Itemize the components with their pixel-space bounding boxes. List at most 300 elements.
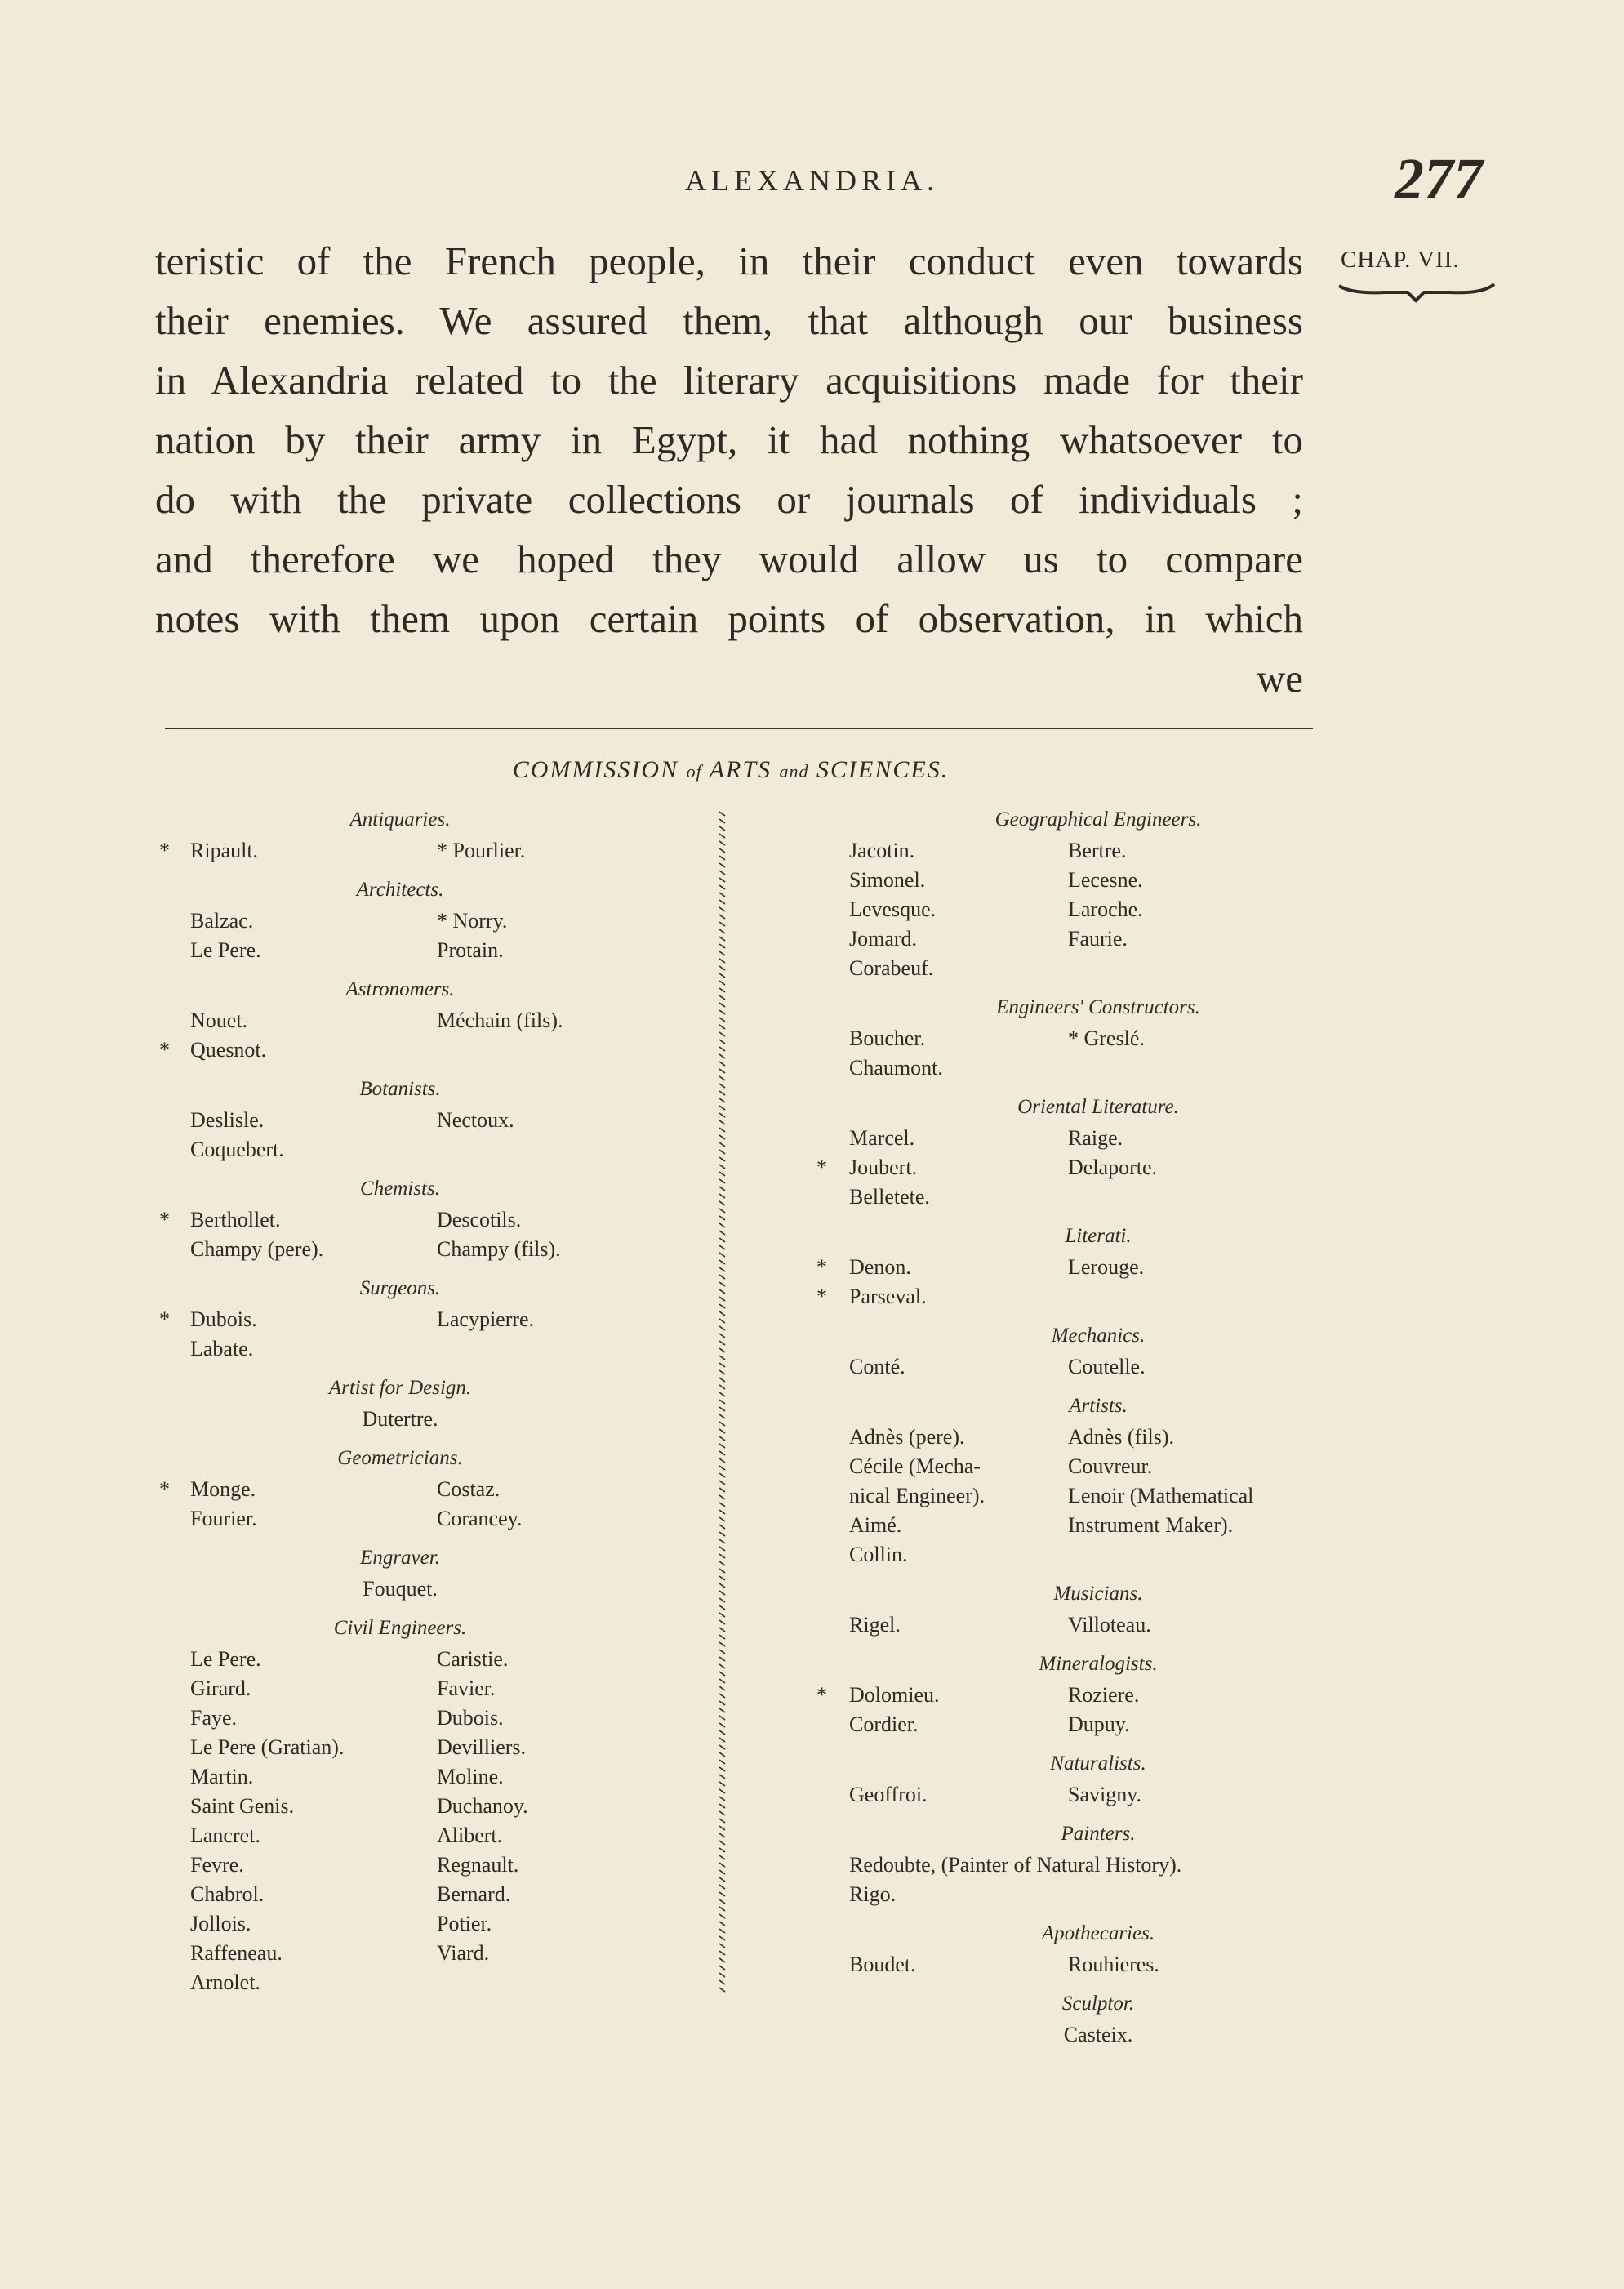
member-row xyxy=(159,1821,641,1850)
member-name: Boudet. xyxy=(849,1953,916,1976)
member-name: Raffeneau. xyxy=(190,1941,283,1965)
divider-tick xyxy=(719,856,725,860)
member-row xyxy=(816,1681,1380,1710)
divider-tick xyxy=(719,1392,725,1396)
member-name: Denon. xyxy=(849,1255,911,1279)
divider-tick xyxy=(719,1238,725,1242)
divider-tick xyxy=(719,1032,725,1036)
divider-tick xyxy=(719,848,725,853)
divider-tick xyxy=(719,1334,725,1338)
group-gap xyxy=(816,1909,1380,1917)
member-name: Caristie. xyxy=(437,1647,509,1671)
member-name: Redoubte, (Painter of Natural History). xyxy=(849,1853,1182,1877)
member-name: Costaz. xyxy=(437,1477,501,1501)
group-title: Architects. xyxy=(356,879,444,901)
member-row xyxy=(159,1792,641,1821)
divider-tick xyxy=(719,1466,725,1470)
member-row xyxy=(816,1423,1380,1452)
member-row xyxy=(816,1780,1380,1810)
divider-tick xyxy=(719,1326,725,1330)
member-name: Berthollet. xyxy=(190,1208,281,1231)
group-gap xyxy=(816,1083,1380,1091)
member-name: * Greslé. xyxy=(1068,1026,1145,1050)
divider-tick xyxy=(719,1025,725,1029)
divider-tick xyxy=(719,1003,725,1007)
right-column xyxy=(816,804,1380,2058)
body-line: do with the private collections or journals of individuals ; xyxy=(155,477,1303,522)
divider-tick xyxy=(719,1091,725,1095)
member-name: Potier. xyxy=(437,1912,492,1935)
member-name: Dubois. xyxy=(437,1706,504,1730)
member-row xyxy=(816,1950,1380,1979)
divider-tick xyxy=(719,1892,725,1896)
divider-tick xyxy=(719,1084,725,1088)
divider-tick xyxy=(719,1539,725,1543)
group-title: Chemists. xyxy=(360,1178,440,1200)
member-name: Geoffroi. xyxy=(849,1783,928,1806)
divider-tick xyxy=(719,1444,725,1448)
divider-tick xyxy=(719,1642,725,1646)
group-gap xyxy=(159,1264,641,1272)
divider-tick xyxy=(719,981,725,985)
divider-tick xyxy=(719,1605,725,1610)
divider-tick xyxy=(719,1980,725,1984)
divider-tick xyxy=(719,1708,725,1712)
member-name: Nouet. xyxy=(190,1009,248,1032)
member-name: Champy (fils). xyxy=(437,1237,561,1261)
divider-tick xyxy=(719,893,725,897)
member-name: Belletete. xyxy=(849,1185,930,1209)
member-name: Deslisle. xyxy=(190,1108,265,1132)
member-name: Chabrol. xyxy=(190,1882,265,1906)
divider-tick xyxy=(719,1260,725,1264)
group-gap xyxy=(816,1311,1380,1320)
member-name: Lancret. xyxy=(190,1824,260,1847)
divider-tick xyxy=(719,812,725,816)
divider-tick xyxy=(719,1128,725,1132)
member-name: Martin. xyxy=(190,1765,254,1788)
divider-tick xyxy=(719,1877,725,1882)
table-title-word: ARTS xyxy=(709,756,772,783)
member-name: Rigo. xyxy=(849,1882,897,1906)
star-marker: * xyxy=(816,1255,827,1279)
divider-tick xyxy=(719,1929,725,1933)
divider-tick xyxy=(719,1635,725,1639)
divider-tick xyxy=(719,1400,725,1404)
group-title: Artist for Design. xyxy=(328,1377,472,1399)
group-gap xyxy=(816,1570,1380,1578)
divider-tick xyxy=(719,1694,725,1698)
group-gap xyxy=(159,1364,641,1372)
member-name: Jacotin. xyxy=(849,839,915,862)
table-title-word: and xyxy=(779,761,809,782)
divider-tick xyxy=(719,1583,725,1588)
divider-tick xyxy=(719,1451,725,1455)
divider-tick xyxy=(719,1775,725,1779)
divider-tick xyxy=(719,834,725,838)
member-row xyxy=(816,1352,1380,1382)
divider-tick xyxy=(719,1745,725,1749)
member-name: Laroche. xyxy=(1068,897,1143,921)
member-name: Lerouge. xyxy=(1068,1255,1145,1279)
divider-tick xyxy=(719,1672,725,1676)
member-name: Fourier. xyxy=(190,1507,257,1530)
member-row xyxy=(816,1511,1380,1540)
group-title: Astronomers. xyxy=(345,978,455,1000)
divider-tick xyxy=(719,988,725,992)
divider-tick xyxy=(719,1165,725,1169)
divider-tick xyxy=(719,922,725,926)
member-row xyxy=(816,1182,1380,1212)
divider-tick xyxy=(719,1503,725,1507)
member-name: Bertre. xyxy=(1068,839,1127,862)
group-title: Literati. xyxy=(1065,1225,1132,1247)
divider-tick xyxy=(719,1319,725,1323)
body-line: nation by their army in Egypt, it had nothing whatsoever to xyxy=(155,417,1303,462)
group-title: Mineralogists. xyxy=(1039,1653,1158,1675)
group-title: Sculptor. xyxy=(1061,1993,1135,2015)
member-name: Instrument Maker). xyxy=(1068,1513,1234,1537)
divider-tick xyxy=(719,1782,725,1786)
member-name: Devilliers. xyxy=(437,1735,527,1759)
member-row xyxy=(159,1205,641,1235)
divider-tick xyxy=(719,1922,725,1926)
group-gap xyxy=(159,1534,641,1542)
group-gap xyxy=(816,1739,1380,1748)
divider-tick xyxy=(719,1598,725,1602)
group-gap xyxy=(159,1065,641,1073)
divider-tick xyxy=(719,1120,725,1124)
member-name: Savigny. xyxy=(1068,1783,1142,1806)
divider-tick xyxy=(719,1841,725,1845)
member-name: Cécile (Mecha- xyxy=(849,1454,981,1478)
divider-tick xyxy=(719,1348,725,1352)
table-title-word: COMMISSION xyxy=(512,756,679,783)
member-row xyxy=(816,1452,1380,1481)
member-name: Méchain (fils). xyxy=(437,1009,563,1032)
divider-tick xyxy=(719,1172,725,1176)
member-row xyxy=(816,924,1380,954)
divider-tick xyxy=(719,1966,725,1970)
member-name: Collin. xyxy=(849,1543,908,1566)
member-name: Moline. xyxy=(437,1765,504,1788)
divider-tick xyxy=(719,1135,725,1139)
divider-tick xyxy=(719,1223,725,1227)
divider-tick xyxy=(719,1738,725,1742)
member-name: nical Engineer). xyxy=(849,1484,986,1507)
divider-tick xyxy=(719,1356,725,1360)
group-gap xyxy=(816,1640,1380,1648)
divider-tick xyxy=(719,1554,725,1558)
table-title-word: SCIENCES. xyxy=(816,756,950,783)
member-row xyxy=(816,1481,1380,1511)
divider-tick xyxy=(719,1267,725,1271)
running-title: ALEXANDRIA. xyxy=(685,164,939,197)
divider-tick xyxy=(719,1973,725,1977)
margin-brace-icon xyxy=(1336,281,1499,305)
member-row xyxy=(159,1645,641,1674)
divider-tick xyxy=(719,1613,725,1617)
divider-tick xyxy=(719,1209,725,1213)
member-name: Protain. xyxy=(437,938,504,962)
group-gap xyxy=(159,866,641,874)
divider-tick xyxy=(719,1370,725,1374)
member-row xyxy=(159,1574,641,1604)
divider-tick xyxy=(719,1752,725,1757)
group-gap xyxy=(159,1997,641,2006)
divider-tick xyxy=(719,1767,725,1771)
divider-tick xyxy=(719,951,725,955)
divider-tick xyxy=(719,1311,725,1316)
member-name: Aimé. xyxy=(849,1513,902,1537)
group-gap xyxy=(159,965,641,973)
member-row xyxy=(816,954,1380,983)
member-row xyxy=(159,906,641,936)
member-name: Dolomieu. xyxy=(849,1683,940,1707)
member-name: Joubert. xyxy=(849,1156,918,1179)
divider-tick xyxy=(719,1804,725,1808)
group-gap xyxy=(159,1434,641,1442)
member-name: Favier. xyxy=(437,1677,496,1700)
member-name: * Pourlier. xyxy=(437,839,526,862)
body-line: we xyxy=(1256,656,1303,701)
member-name: Delaporte. xyxy=(1068,1156,1158,1179)
divider-tick xyxy=(719,907,725,911)
star-marker: * xyxy=(816,1683,827,1707)
member-row xyxy=(159,936,641,965)
divider-tick xyxy=(719,973,725,978)
group-gap xyxy=(816,1810,1380,1818)
member-name: Nectoux. xyxy=(437,1108,514,1132)
divider-tick xyxy=(719,1561,725,1565)
member-name: Villoteau. xyxy=(1068,1613,1151,1637)
member-name: Quesnot. xyxy=(190,1038,267,1062)
body-paragraph xyxy=(155,231,1303,708)
table-title xyxy=(0,756,1462,784)
divider-tick xyxy=(719,1730,725,1735)
member-name: Lacypierre. xyxy=(437,1307,535,1331)
divider-tick xyxy=(719,1018,725,1022)
divider-tick xyxy=(719,1547,725,1551)
divider-tick xyxy=(719,1179,725,1183)
member-name: Coutelle. xyxy=(1068,1355,1146,1378)
member-name: Le Pere (Gratian). xyxy=(190,1735,345,1759)
group-gap xyxy=(816,1382,1380,1390)
divider-tick xyxy=(719,1907,725,1911)
member-name: Viard. xyxy=(437,1941,490,1965)
member-row xyxy=(159,1475,641,1504)
member-row xyxy=(159,1939,641,1968)
divider-tick xyxy=(719,1047,725,1051)
divider-tick xyxy=(719,1098,725,1102)
group-title: Oriental Literature. xyxy=(1017,1096,1179,1118)
member-row xyxy=(159,1674,641,1703)
divider-tick xyxy=(719,1819,725,1823)
group-title: Civil Engineers. xyxy=(333,1617,467,1639)
member-row xyxy=(816,1610,1380,1640)
group-title: Artists. xyxy=(1069,1395,1128,1417)
divider-tick xyxy=(719,1385,725,1389)
group-title: Engineers' Constructors. xyxy=(996,996,1200,1018)
member-name: Roziere. xyxy=(1068,1683,1140,1707)
divider-tick xyxy=(719,871,725,875)
divider-tick xyxy=(719,1458,725,1463)
divider-tick xyxy=(719,1422,725,1426)
star-marker: * xyxy=(159,1208,170,1231)
member-name: Coquebert. xyxy=(190,1138,284,1161)
divider-tick xyxy=(719,929,725,933)
divider-tick xyxy=(719,1760,725,1764)
member-row xyxy=(816,1053,1380,1083)
member-name: Descotils. xyxy=(437,1208,522,1231)
group-gap xyxy=(816,1212,1380,1220)
divider-tick xyxy=(719,900,725,904)
divider-tick xyxy=(719,1944,725,1948)
divider-tick xyxy=(719,1863,725,1867)
divider-tick xyxy=(719,966,725,970)
group-title: Geographical Engineers. xyxy=(994,808,1202,831)
member-row xyxy=(159,1703,641,1733)
divider-tick xyxy=(719,995,725,1000)
member-row xyxy=(816,1024,1380,1053)
member-row xyxy=(159,1968,641,1997)
member-row xyxy=(816,895,1380,924)
divider-tick xyxy=(719,1106,725,1110)
divider-tick xyxy=(719,1297,725,1301)
member-name: Dubois. xyxy=(190,1307,257,1331)
divider-tick xyxy=(719,1157,725,1161)
divider-tick xyxy=(719,1363,725,1367)
divider-tick xyxy=(719,1054,725,1058)
divider-tick xyxy=(719,1414,725,1418)
member-row xyxy=(816,836,1380,866)
body-line: their enemies. We assured them, that although our business xyxy=(155,298,1303,343)
divider-tick xyxy=(719,944,725,948)
member-name: Cordier. xyxy=(849,1712,919,1736)
divider-tick xyxy=(719,1488,725,1492)
member-name: Adnès (fils). xyxy=(1068,1425,1174,1449)
member-row xyxy=(159,1405,641,1434)
member-name: Saint Genis. xyxy=(190,1794,295,1818)
member-name: Dutertre. xyxy=(362,1407,438,1431)
member-name: Corabeuf. xyxy=(849,956,934,980)
body-line: teristic of the French people, in their conduct even towards xyxy=(155,238,1303,283)
divider-tick xyxy=(719,863,725,867)
divider-tick xyxy=(719,1282,725,1286)
member-name: Balzac. xyxy=(190,909,254,933)
group-title: Mechanics. xyxy=(1051,1325,1146,1347)
section-rule xyxy=(165,728,1313,729)
body-line: notes with them upon certain points of observation, in which xyxy=(155,596,1303,641)
member-name: Alibert. xyxy=(437,1824,503,1847)
group-gap xyxy=(159,1604,641,1612)
divider-tick xyxy=(719,826,725,831)
member-name: Fevre. xyxy=(190,1853,244,1877)
member-name: Boucher. xyxy=(849,1026,926,1050)
body-line: in Alexandria related to the literary acquisitions made for their xyxy=(155,358,1303,403)
member-row xyxy=(159,1035,641,1065)
member-row xyxy=(159,1006,641,1035)
divider-tick xyxy=(719,1275,725,1279)
divider-tick xyxy=(719,1429,725,1433)
divider-tick xyxy=(719,1517,725,1521)
margin-note-chapter: CHAP. VII. xyxy=(1341,247,1460,273)
star-marker: * xyxy=(159,1477,170,1501)
left-column xyxy=(159,804,641,2006)
divider-tick xyxy=(719,1657,725,1661)
divider-tick xyxy=(719,1194,725,1198)
divider-tick xyxy=(719,1620,725,1624)
member-row xyxy=(159,1909,641,1939)
divider-tick xyxy=(719,1569,725,1573)
member-row xyxy=(159,1305,641,1334)
divider-tick xyxy=(719,915,725,919)
member-name: Parseval. xyxy=(849,1285,927,1308)
table-title-word: of xyxy=(686,761,702,782)
group-gap xyxy=(816,2050,1380,2058)
member-row xyxy=(159,1733,641,1762)
star-marker: * xyxy=(159,1307,170,1331)
member-name: Duchanoy. xyxy=(437,1794,528,1818)
divider-tick xyxy=(719,1076,725,1080)
divider-tick xyxy=(719,1510,725,1514)
group-gap xyxy=(159,1165,641,1173)
divider-tick xyxy=(719,1885,725,1889)
member-name: Dupuy. xyxy=(1068,1712,1130,1736)
member-row xyxy=(159,1504,641,1534)
divider-tick xyxy=(719,1855,725,1859)
column-divider xyxy=(717,808,728,1997)
divider-tick xyxy=(719,1245,725,1249)
group-title: Surgeons. xyxy=(359,1277,441,1299)
member-row xyxy=(816,1880,1380,1909)
divider-tick xyxy=(719,1407,725,1411)
member-name: Conté. xyxy=(849,1355,905,1378)
group-title: Musicians. xyxy=(1053,1583,1143,1605)
member-name: Raige. xyxy=(1068,1126,1123,1150)
member-name: Labate. xyxy=(190,1337,254,1360)
divider-tick xyxy=(719,1142,725,1147)
member-row xyxy=(159,1850,641,1880)
member-row xyxy=(816,1540,1380,1570)
member-name: Casteix. xyxy=(1063,2023,1133,2046)
group-title: Naturalists. xyxy=(1050,1752,1146,1775)
member-name: Marcel. xyxy=(849,1126,915,1150)
divider-tick xyxy=(719,1701,725,1705)
member-name: Lecesne. xyxy=(1068,868,1143,892)
divider-tick xyxy=(719,1010,725,1014)
member-name: Le Pere. xyxy=(190,938,261,962)
divider-tick xyxy=(719,841,725,845)
star-marker: * xyxy=(159,1038,170,1062)
divider-tick xyxy=(719,1481,725,1485)
star-marker: * xyxy=(816,1285,827,1308)
group-gap xyxy=(816,983,1380,991)
divider-tick xyxy=(719,1899,725,1904)
member-name: Rouhieres. xyxy=(1068,1953,1159,1976)
member-name: Simonel. xyxy=(849,868,926,892)
star-marker: * xyxy=(816,1156,827,1179)
divider-tick xyxy=(719,1289,725,1294)
member-name: Adnès (pere). xyxy=(849,1425,965,1449)
divider-tick xyxy=(719,878,725,882)
divider-tick xyxy=(719,1789,725,1793)
divider-tick xyxy=(719,1341,725,1345)
divider-tick xyxy=(719,1378,725,1382)
divider-tick xyxy=(719,1797,725,1801)
divider-tick xyxy=(719,1650,725,1654)
divider-tick xyxy=(719,1723,725,1727)
